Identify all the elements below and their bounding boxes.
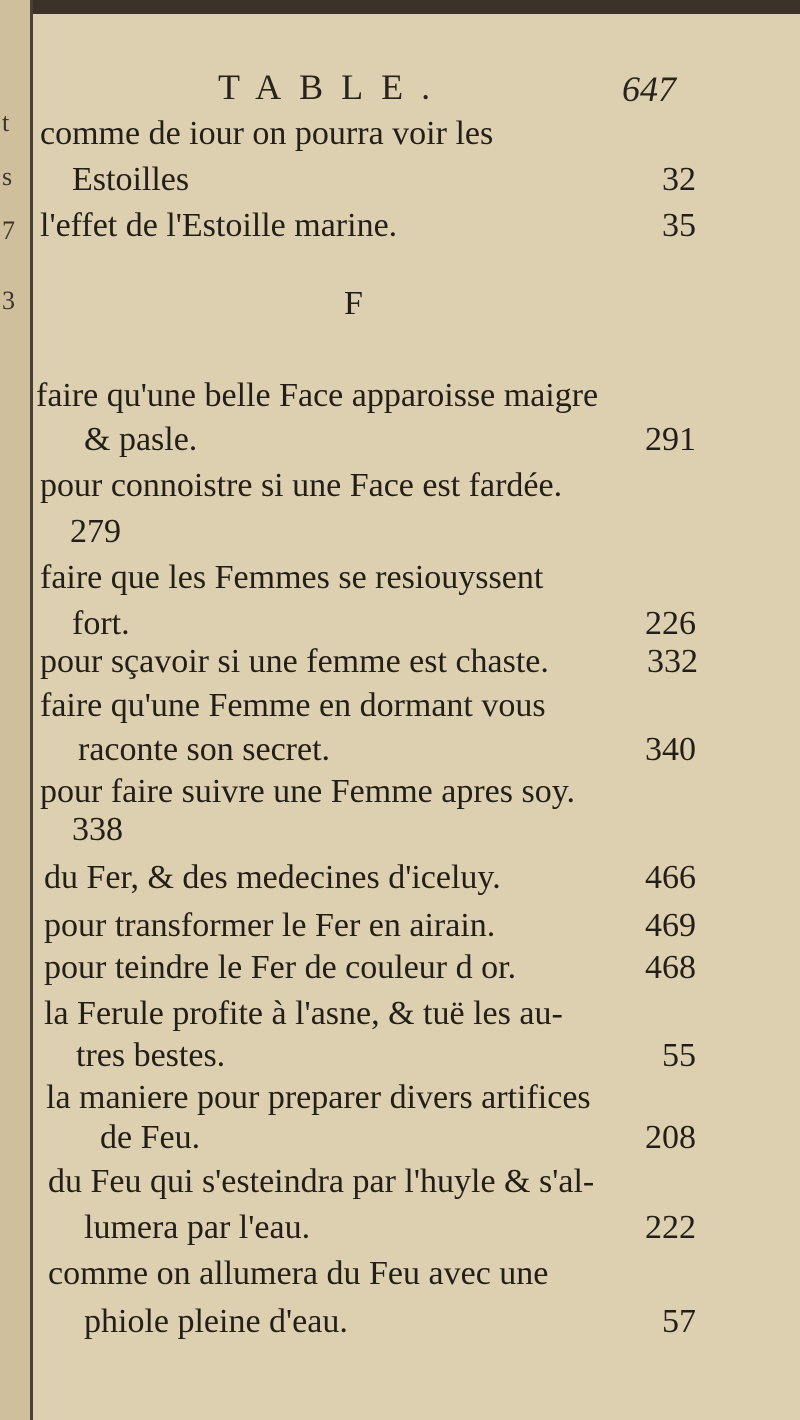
entry-text: 279 [70,513,121,550]
entry-text: raconte son secret. [78,731,331,768]
index-entry [76,1036,696,1076]
entry-page: 226 [645,605,696,642]
index-entry [46,1078,696,1118]
entry-text: de Feu. [100,1119,201,1156]
index-entry [84,1208,696,1248]
entry-page: 222 [645,1209,696,1246]
entry-text: du Feu qui s'esteindra par l'huyle & s'al- [48,1163,595,1200]
entry-text: tres bestes. [76,1037,226,1074]
entry-text: pour transformer le Fer en airain. [44,907,496,944]
margin-fragment: s [2,162,13,191]
index-entry [84,1302,696,1342]
index-entry [72,160,696,200]
entry-text: pour connoistre si une Face est fardée. [40,467,563,504]
entry-page: 208 [645,1119,696,1156]
entry-text: l'effet de l'Estoille marine. [40,207,398,244]
index-entry [72,604,696,644]
index-entry [40,206,696,246]
page-top-edge [0,0,800,14]
index-entry [48,1162,696,1202]
index-entry [48,1254,696,1294]
entry-text: la Ferule profite à l'asne, & tuë les au- [44,995,563,1032]
entry-page: 35 [662,207,696,244]
margin-fragment: 7 [2,216,15,245]
index-entry [40,466,696,506]
entry-text: faire que les Femmes se resiouyssent [40,559,544,596]
entry-text: & pasle. [84,421,198,458]
page-binding [0,0,33,1420]
entry-text: la maniere pour preparer divers artifices [46,1079,591,1116]
entry-page: 468 [645,949,696,986]
entry-text: pour faire suivre une Femme apres soy. [40,773,576,810]
entry-text: du Fer, & des medecines d'iceluy. [44,859,501,896]
entry-page: 291 [645,421,696,458]
index-entry [44,858,696,898]
entry-text: Estoilles [72,161,190,198]
index-entry [40,558,696,598]
page-number: 647 [622,69,676,109]
entry-page: 469 [645,907,696,944]
index-entry [72,810,696,850]
index-entry [84,420,696,460]
entry-page: 332 [647,643,698,680]
index-entry [40,772,696,812]
index-entry [40,642,698,682]
index-entry [36,376,696,416]
index-entry [78,730,696,770]
margin-fragment: t [2,108,10,137]
entry-page: 466 [645,859,696,896]
entry-text: 338 [72,811,123,848]
index-entry [100,1118,696,1158]
entry-page: 32 [662,161,696,198]
index-entry [44,994,696,1034]
entry-text: pour teindre le Fer de couleur d or. [44,949,517,986]
index-entry [70,512,696,552]
index-entry [44,948,696,988]
running-header [0,66,800,116]
entry-text: pour sçavoir si une femme est chaste. [40,643,549,680]
entry-page: 57 [662,1303,696,1340]
section-letter: F [344,285,363,322]
entry-text: lumera par l'eau. [84,1209,311,1246]
entry-text: comme de iour on pourra voir les [40,115,494,152]
margin-fragment: 3 [2,286,15,315]
index-entry [40,686,696,726]
index-entry [40,114,696,154]
entry-page: 340 [645,731,696,768]
entry-text: fort. [72,605,130,642]
entry-text: comme on allumera du Feu avec une [48,1255,549,1292]
entry-text: faire qu'une Femme en dormant vous [40,687,546,724]
entry-text: phiole pleine d'eau. [84,1303,348,1340]
index-entry [44,906,696,946]
entry-text: faire qu'une belle Face apparoisse maigre [36,377,599,414]
entry-page: 55 [662,1037,696,1074]
page-title: TABLE. [218,67,449,107]
